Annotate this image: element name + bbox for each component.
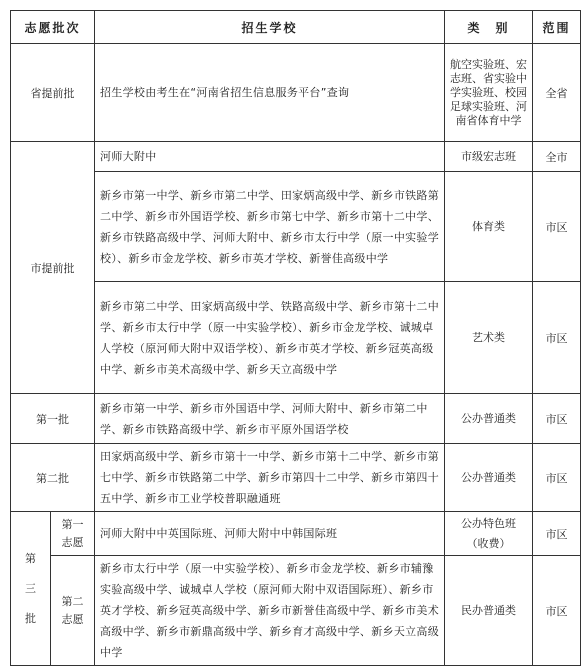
category-third-1-text: 公办特色班（收费）	[461, 516, 517, 550]
schools-third-2: 新乡市太行中学（原一中实验学校）、新乡市金龙学校、新乡市辅豫实验高级中学、诚城卓人学校（原河师大附中双语国际班）、新乡市英才学校、新乡冠英高级中学、新乡市新誉佳高级中学、新乡市美术高级中学、新乡市新鼎高级中学、新乡育才高级中学、新乡天立高级中学	[95, 556, 445, 666]
range-third-1: 市区	[533, 512, 581, 556]
header-batch: 志愿批次	[11, 11, 95, 44]
range-city-3: 市区	[533, 282, 581, 394]
batch-first: 第一批	[11, 394, 95, 444]
row-third-2	[11, 556, 581, 666]
row-city-3	[11, 282, 581, 394]
third-sub2-label	[51, 556, 95, 666]
range-city-1: 全市	[533, 142, 581, 172]
admission-table	[10, 10, 581, 666]
row-third-1	[11, 512, 581, 556]
row-provincial	[11, 44, 581, 142]
schools-provincial: 招生学校由考生在“河南省招生信息服务平台”查询	[95, 44, 445, 142]
row-first	[11, 394, 581, 444]
category-first: 公办普通类	[445, 394, 533, 444]
batch-city: 市提前批	[11, 142, 95, 394]
batch-second: 第二批	[11, 444, 95, 512]
batch-third	[11, 512, 51, 666]
schools-third-1: 河师大附中中英国际班、河师大附中中韩国际班	[95, 512, 445, 556]
header-schools: 招生学校	[95, 11, 445, 44]
schools-first: 新乡市第一中学、新乡市外国语中学、河师大附中、新乡市第二中学、新乡市铁路高级中学、新乡市平原外国语学校	[95, 394, 445, 444]
schools-city-2: 新乡市第一中学、新乡市第二中学、田家炳高级中学、新乡市铁路第二中学、新乡市外国语学校、新乡市第七中学、新乡市第十二中学、新乡市铁路高级中学、河师大附中、新乡市太行中学（原一中实验学校）、新乡市金龙学校、新乡市英才学校、新誉佳高级中学	[95, 172, 445, 282]
row-second	[11, 444, 581, 512]
range-third-2: 市区	[533, 556, 581, 666]
header-range: 范围	[533, 11, 581, 44]
third-sub1-label	[51, 512, 95, 556]
batch-third-text: 第三批	[25, 551, 36, 625]
category-second: 公办普通类	[445, 444, 533, 512]
category-city-3: 艺术类	[445, 282, 533, 394]
category-city-1: 市级宏志班	[445, 142, 533, 172]
range-provincial: 全省	[533, 44, 581, 142]
range-city-2: 市区	[533, 172, 581, 282]
range-first: 市区	[533, 394, 581, 444]
header-category: 类 别	[445, 11, 533, 44]
schools-second: 田家炳高级中学、新乡市第十一中学、新乡市第十二中学、新乡市第七中学、新乡市铁路第二中学、新乡市第四十二中学、新乡市第四十五中学、新乡市工业学校普职融通班	[95, 444, 445, 512]
header-row	[11, 11, 581, 44]
batch-provincial: 省提前批	[11, 44, 95, 142]
category-third-2: 民办普通类	[445, 556, 533, 666]
range-second: 市区	[533, 444, 581, 512]
third-sub1-text: 第一志愿	[61, 517, 84, 549]
row-city-1	[11, 142, 581, 172]
category-city-2: 体育类	[445, 172, 533, 282]
row-city-2	[11, 172, 581, 282]
category-third-1	[445, 512, 533, 556]
third-sub2-text: 第二志愿	[61, 594, 84, 626]
schools-city-1: 河师大附中	[95, 142, 445, 172]
schools-city-3: 新乡市第二中学、田家炳高级中学、铁路高级中学、新乡市第十二中学、新乡市太行中学（原一中实验学校）、新乡市金龙学校、诚城卓人学校（原河师大附中双语学校）、新乡市英才学校、新乡冠英高级中学、新乡市美术高级中学、新乡天立高级中学	[95, 282, 445, 394]
category-provincial: 航空实验班、宏志班、省实验中学实验班、校园足球实验班、河南省体育中学	[445, 44, 533, 142]
